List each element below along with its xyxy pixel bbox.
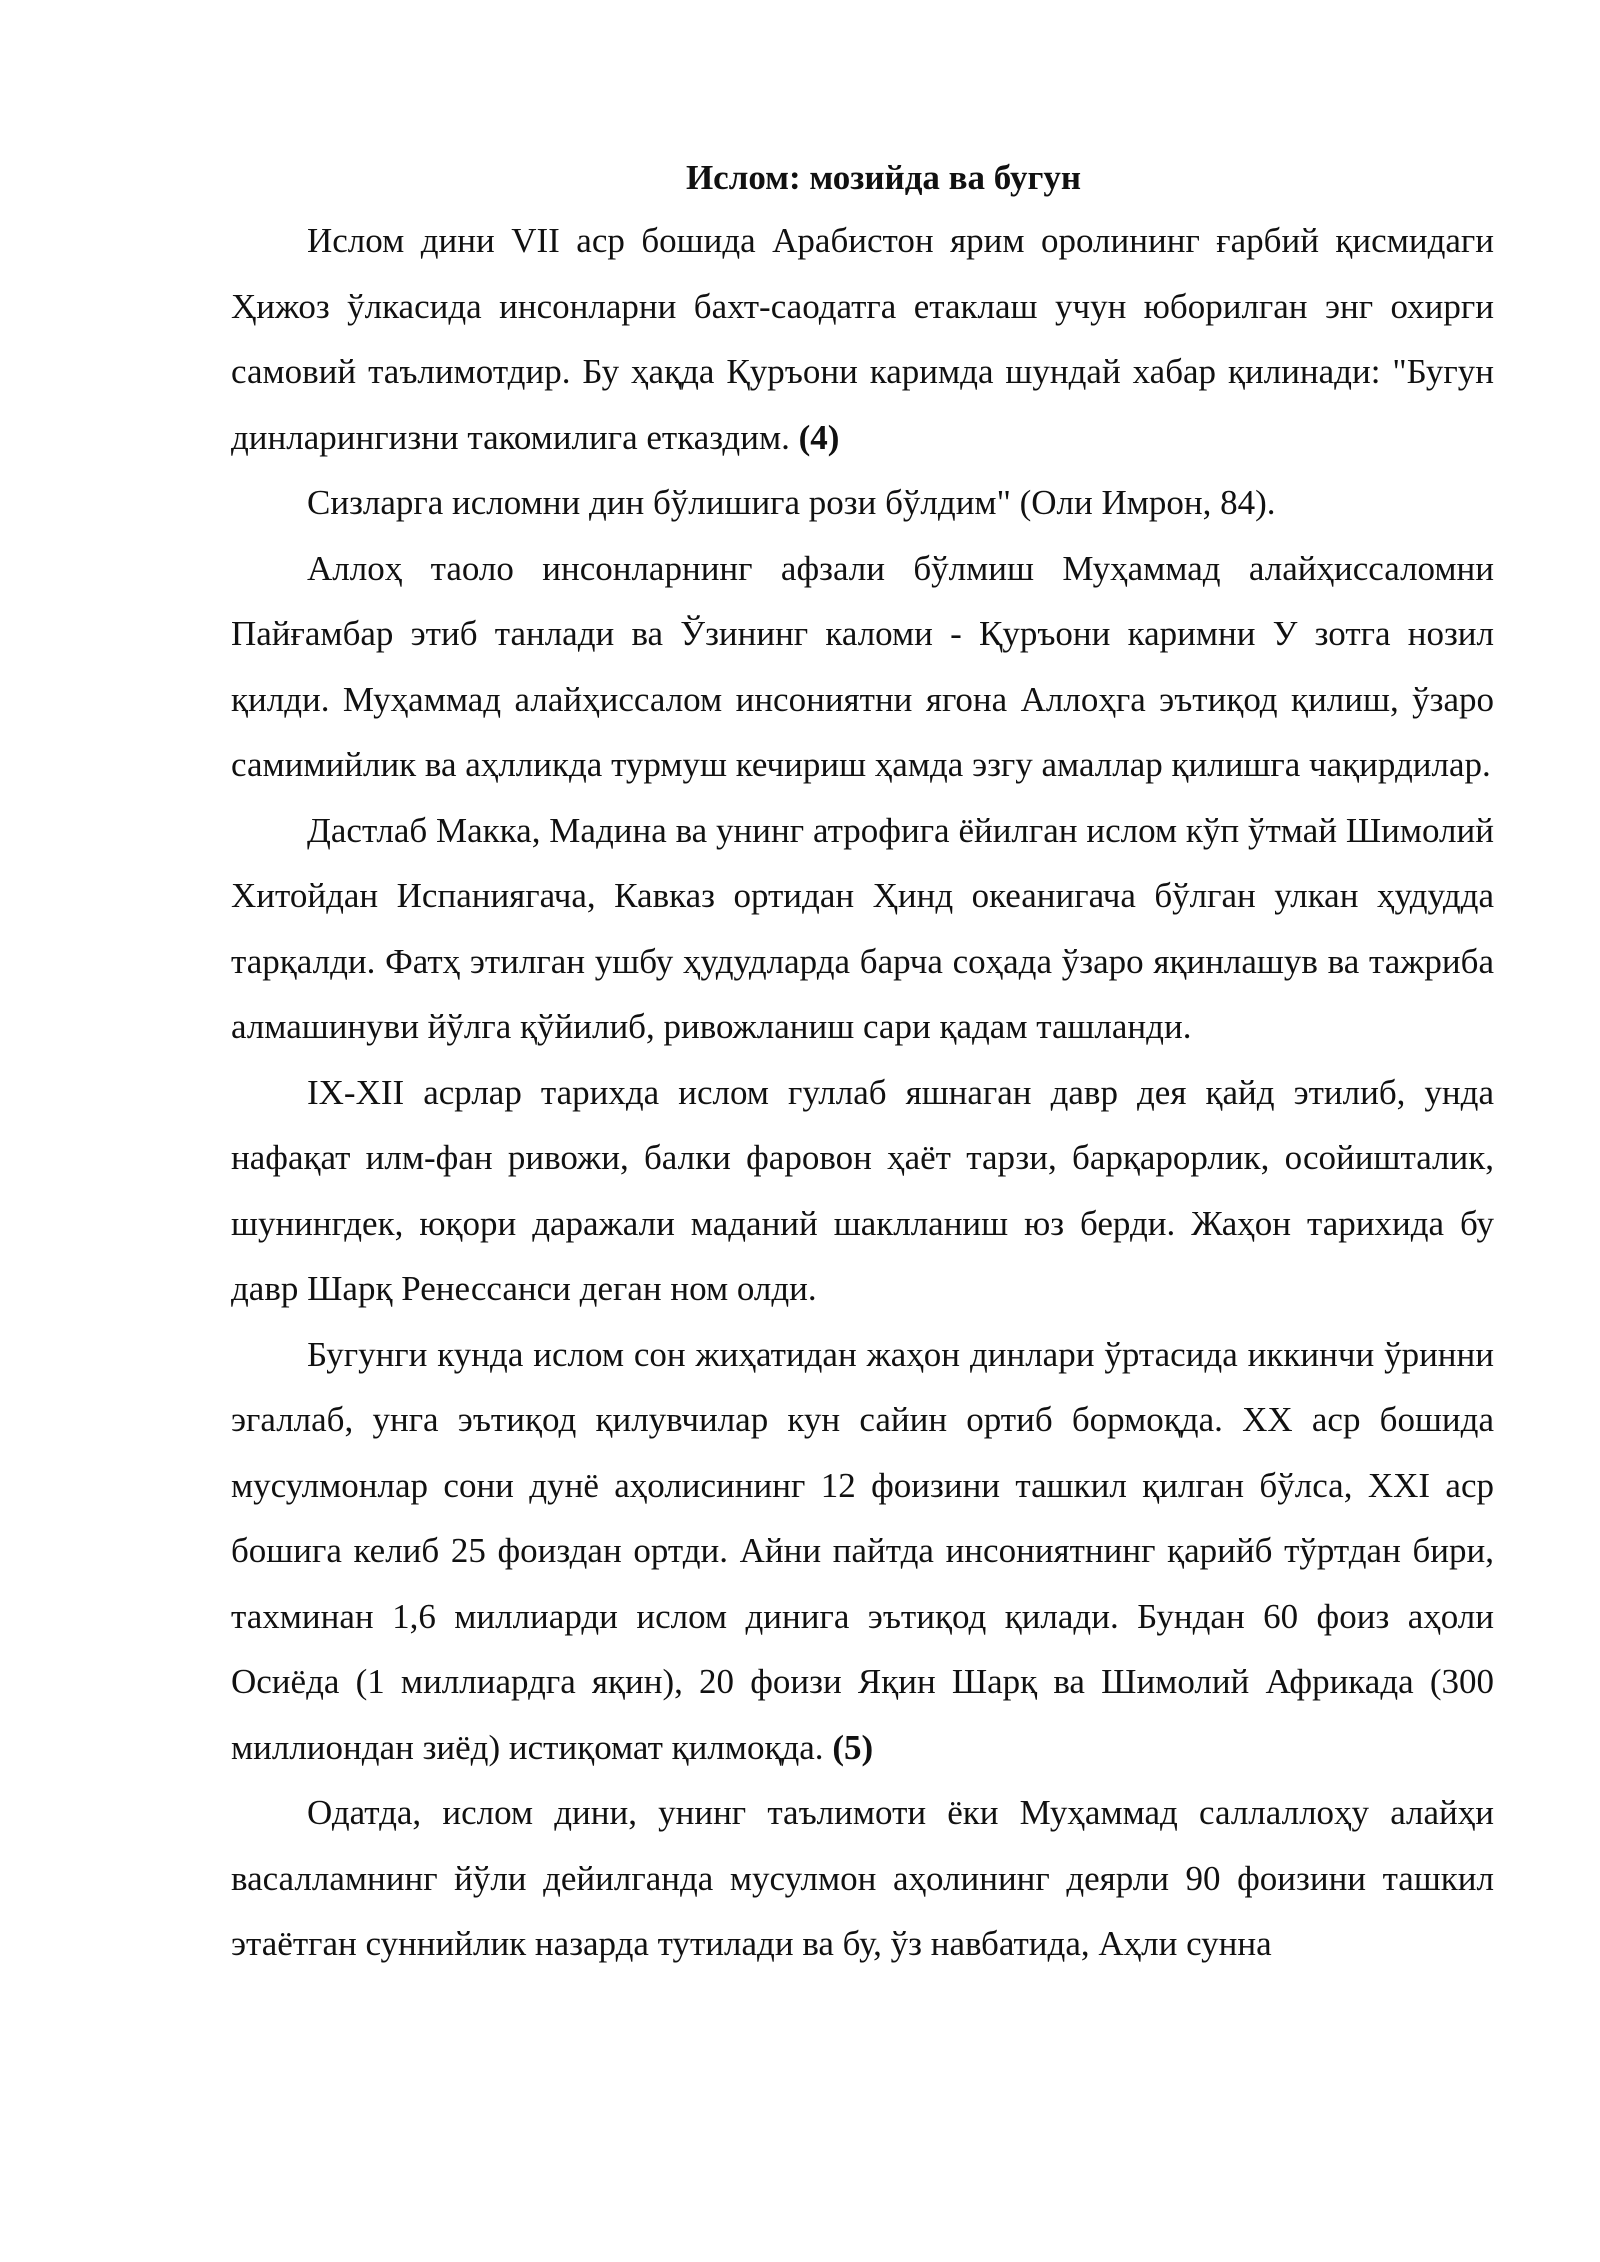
paragraph-4 <box>231 798 1494 1060</box>
paragraph-1 <box>231 208 1494 470</box>
paragraph-7 <box>231 1780 1494 1977</box>
paragraph-6-text: Бугунги кунда ислом сон жиҳатидан жаҳон динлари ўртасида иккинчи ўринни эгаллаб, унга эътиқод қилувчилар кун сайин ортиб бормоқда. XX аср бошида мусулмонлар сони дунё аҳолисининг 12 фоизини ташкил қилган бўлса, XXI аср бошига келиб 25 фоиздан ортди. Айни пайтда инсониятнинг қарийб тўртдан бири, тахминан 1,6 миллиарди ислом динига эътиқод қилади. Бундан 60 фоиз аҳоли Осиёда (1 миллиардга яқин), 20 фоизи Яқин Шарқ ва Шимолий Африкада (300 миллиондан зиёд) истиқомат қилмоқда. <box>231 1334 1494 1767</box>
document-title: Ислом: мозийда ва бугун <box>685 158 1082 197</box>
paragraph-2-text: Сизларга исломни дин бўлишига рози бўлдим" (Оли Имрон, 84). <box>307 483 1276 522</box>
paragraph-1-text: Ислом дини VII аср бошида Арабистон ярим оролининг ғарбий қисмидаги Ҳижоз ўлкасида инсонларни бахт-саодатга етаклаш учун юборилган энг охирги самовий таълимотдир. Бу ҳақда Қуръони каримда шундай хабар қилинади: "Бугун динларингизни такомилига етказдим. <box>231 221 1494 457</box>
paragraph-6 <box>231 1322 1494 1781</box>
paragraph-3 <box>231 536 1494 798</box>
paragraph-5-text: IX-XII асрлар тарихда ислом гуллаб яшнаган давр дея қайд этилиб, унда нафақат илм-фан ривожи, балки фаровон ҳаёт тарзи, барқарорлик, осойишталик, шунингдек, юқори даражали маданий шаклланиш юз берди. Жаҳон тарихида бу давр Шарқ Ренессанси деган ном олди. <box>231 1072 1494 1308</box>
paragraph-4-text: Дастлаб Макка, Мадина ва унинг атрофига ёйилган ислом кўп ўтмай Шимолий Хитойдан Испаниягача, Кавказ ортидан Ҳинд океанигача бўлган улкан ҳудудда тарқалди. Фатҳ этилган ушбу ҳудудларда барча соҳада ўзаро яқинлашув ва тажриба алмашинуви йўлга қўйилиб, ривожланиш сари қадам ташланди. <box>231 810 1494 1046</box>
reference-marker-4: (4) <box>798 417 840 457</box>
paragraph-7-text: Одатда, ислом дини, унинг таълимоти ёки Муҳаммад саллаллоҳу алайҳи васалламнинг йўли дейилганда мусулмон аҳолининг деярли 90 фоизини ташкил этаётган суннийлик назарда тутилади ва бу, ўз навбатида, Аҳли сунна <box>231 1793 1494 1963</box>
document-page <box>231 148 1494 1977</box>
paragraph-3-text: Аллоҳ таоло инсонларнинг афзали бўлмиш Муҳаммад алайҳиссаломни Пайғамбар этиб танлади ва Ўзининг каломи - Қуръони каримни У зотга нозил қилди. Муҳаммад алайҳиссалом инсониятни ягона Аллоҳга эътиқод қилиш, ўзаро самимийлик ва аҳлликда турмуш кечириш ҳамда эзгу амаллар қилишга чақирдилар. <box>231 548 1494 784</box>
reference-marker-5: (5) <box>832 1727 874 1767</box>
paragraph-2 <box>231 470 1494 536</box>
paragraph-5 <box>231 1060 1494 1322</box>
